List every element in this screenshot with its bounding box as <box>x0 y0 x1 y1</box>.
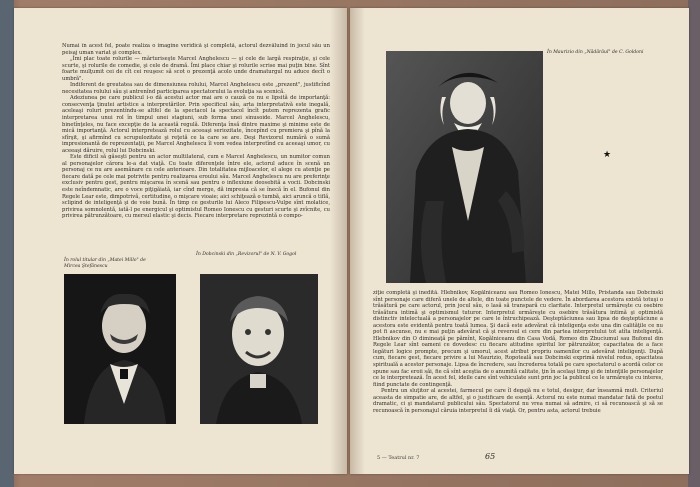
left-page <box>14 8 347 474</box>
book-cover-edge-left <box>0 0 14 487</box>
portrait-figure <box>200 274 318 424</box>
star-icon: ★ <box>603 150 612 160</box>
photo-caption-matei-millo: În rolul titular din „Matei Millo" de Mircea Ştefănescu <box>64 258 146 269</box>
paragraph: Indiferent de greutatea sau de dimensiunea rolului, Marcel Anghelescu este „prezent", justificînd necesitatea rolului său şi antrenînd participarea spectatorului la evoluţia sa scenică. <box>62 82 330 95</box>
paragraph: Numai în acest fel, poate realiza o imagine veridică şi completă, actorul dezvăluind în jocul său un peisaj uman variat şi complex. <box>62 43 330 56</box>
gutter-shadow <box>351 8 365 474</box>
right-page-text <box>373 290 663 450</box>
photo-caption-maurizio: În Maurizio din „Nădărăul" de C. Goldoni <box>547 50 644 55</box>
paragraph: „Îmi plac toate rolurile — mărturiseşte Marcel Anghelescu — şi cele de largă respiraţie, şi cele scurte, şi rolurile de comedie, şi cele de dramă. Îmi place chiar şi rolurile scrise mai puţin bine. Sînt foarte mulţumit cei de cît cei reuşesc să scot o prezenţă acolo unde dramaturgul nu aduce decît o umbră". <box>62 56 330 82</box>
page-footer-issue: 5 — Teatrul nr. 7 <box>377 455 420 461</box>
photo-matei-millo-portrait <box>64 274 176 424</box>
photo-caption-dobcinski: În Dobcinski din „Revizorul" de N. V. Gogol <box>196 252 297 257</box>
portrait-figure <box>64 274 176 424</box>
paragraph: Adeziunea pe care publicul i-o dă acestui actor mai are o cauză ce nu e lipsită de importanţă: consecvenţa ţinutei artistice a interpretărilor. Prin specificul său, arta interpretativă este inegală, aceleaşi roluri prezentîndu-se altfel de la spectacol la spectacol încît putem reprezenta grafic interpretarea unui rol în timpul unei stagiuni, sub forma unei sinusoide. Marcel Anghelescu, binetînţeles, nu face excepţie de la această regulă. Diferenţa însă dintre maxime şi minime este de mică importanţă. Actorul interpretează rolul cu aceeaşi seriozitate, începînd cu premiera şi pînă la sfîrşit, şi afirmînd cu scrupulozitate şi reţetă ce la care se are. Deşi Revizorul numără o sumă impresionantă de reprezentaţii, pe Marcel Anghelescu îl vom vedea interpretînd cu aceeaşi umor, cu aceeaşi dăruire, rolul lui Dobcinski. <box>62 95 330 154</box>
paragraph: Este dificil să găseşti pentru un actor multilateral, cum e Marcel Anghelescu, un numitor comun al personajelor cărora le-a dat viaţă. Cu toate diferenţele între ele, actorul aduce în scenă un personaj ce nu are asemănare cu cele anterioare. Din totalitatea mijloacelor, el alege cu atenţie pe fiecare dată pe cele mai potrivite pentru realizarea eroului său. Marcel Anghelescu nu are preferinţe exclusiv pentru gest, pentru mişcarea în scenă sau pentru o inflexiune deosebită a vocii. Dobcinski este neîndemnatic, are o voce piţigăiată, iar cînd merge, dă impresia că se înecă în el. Bufonul din Regele Lear este, dimpotrivă, certitudine, o mişcare vioaie; aici schiţează o tumbă, aici aruncă o tiflă, sclipind de inteligenţă şi de voie bună. În timp ce gesturile lui Aleco Filipescu-Vulpe sînt molatice, privirea somnolentă, iată-l pe energicul şi optimistul Romeo Ionescu cu gesturi scurte şi zvîcnite, cu privirea pătrunzătoare, cu mersul elastic şi decis. Fiecare interpretare reprezintă o compo- <box>62 154 330 220</box>
portrait-figure <box>386 51 543 283</box>
paragraph: Pentru un sluţitor al acestei, farmecul pe care îl degajă nu e totul, desigur, dar înseamnă mult. Criteriul aceasta de simpatie are, de altfel, şi o justificare de esenţă. Actorul nu este numai mandatar fată de poetul dramatic, ci şi mandatarul publicului său. Spectatorul nu vrea numai să admire, ci să recunoască şi să se recunoască în personajul căruia interpretul îi dă viaţă. Or, pentru asta, actorul trebuie <box>373 388 663 414</box>
left-page-text <box>62 43 330 259</box>
gutter-shadow <box>330 8 346 474</box>
paragraph: ziţie completă şi inedită. Hlebnikov, Kogălniceanu sau Romeo Ionescu, Matei Millo, Pristanda sau Dobcinski sînt personaje care diferă unele de altele, din toate punctele de vedere. În abordarea acestora există totuşi o trăsătură pe care actorul, prin jocul său, o lasă să transpară cu claritate. Interpretul urmăreşte cu osebire trăsătura intimă şi optimismul tuturor. Interpretul urmăreşte cu osebire trăsătura intimă şi optimistă distinctiv intelectuală a personajelor pe care le întruchipează. Deşteptăciunea sau lipsa de deşteptăciune a acestora este evidentă pentru toată lumea. Şi dacă este adevărat că inteligenţa este una din calităţile ce nu pot fi ascunse, nu e mai puţin adevărat că şi reversul ei cere din partea interpretului tot atîta inteligenţă. Hlebnikov din O dimineaţă pe pămînt, Kogălniceanu din Casa Vodă, Romeo din Zbuciumul sau Bufonul din Regele Lear sînt oameni ce dovedesc cu fiecare atitudine spiritul lor pătrunzător, capacitatea de a face legături logice prompte, precum şi umorul, acest atribut propriu oamenilor cu adevărat inteligenţi. După cum, fiecare gest, fiecare privire a lui Maurizio, Ropoteală sau Dobcinski exprimă nivelul redus, opacitatea spirituală a acestor personaje. Lipsa de încredere, sau încrederea totală pe care spectatorul o acordă celor ce spune sau fac eroii săi, fie că sînt aceştia de o anumită calitate, ţin în acelaşi timp şi de intenţiile personajelor ce le interpretează. În acest fel, ideile care sînt vehiculate sunt prin joc la publicul ce le urmăreşte cu interes, fiind punctate de contingenţă. <box>373 290 663 388</box>
right-page <box>350 8 689 474</box>
book-cover-edge-right <box>688 0 700 487</box>
photo-maurizio-portrait <box>386 51 543 283</box>
photo-dobcinski-portrait <box>200 274 318 424</box>
page-number: 65 <box>485 452 496 461</box>
